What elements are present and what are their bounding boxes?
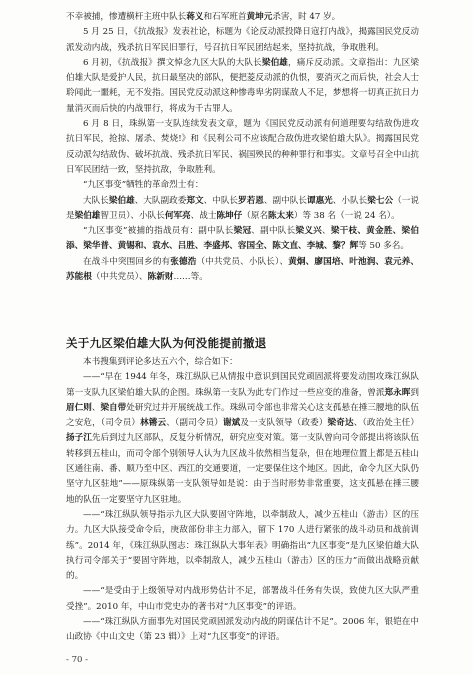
paragraph-june-early	[66, 56, 419, 117]
bold-name-list: 黄炯、廖国培、叶池润、袁元养、苏能根	[66, 256, 419, 283]
text-run: 智卫员）、小队长	[100, 210, 165, 221]
body-text-top	[66, 10, 419, 285]
body-text-bottom	[66, 355, 419, 646]
bold-name: 陈新财	[147, 272, 174, 283]
paragraph-intro	[66, 355, 419, 370]
paragraph-martyrs-list	[66, 194, 419, 225]
text-run: ，痛斥反动派。文章指出：九区梁伯雄大队是爱护人民，抗日最坚决的部队，便把菱反动派的仇恨，要消灭之而后快，社会人士聆闻此一噩耗，无不发指。国民党反动派这种惨毒卑劣阴谋敌人不足，梦想将一切真正抗日力量消灭而后快的内战罪行，将成为千古罪人。	[66, 57, 419, 114]
bold-name: 梁七公	[367, 195, 394, 206]
bold-name-list: 梁干枝、黄金胜、梁伯添、梁华普、黄锡和、袁水、吕胜、李盛邦、容国全、陈文直、李城、黎？辉	[66, 226, 419, 252]
text-run: 6 月初，《抗战报》撰文悼念九区大队的大队长	[83, 57, 262, 68]
text-run: ……等。	[173, 272, 208, 283]
bold-name: 谢斌	[222, 418, 241, 429]
text-run: 杀害，时 47 岁。	[272, 12, 341, 22]
bold-name: 陈坤仔	[216, 210, 243, 221]
bold-name: 梁奇达	[327, 418, 354, 429]
text-run: 5 月 25 日，《抗战报》发表社论，标题为《论反动派投降日寇打内战》，揭露国民党反动派发动内战，残杀抗日军民旧罪行，号召抗日军民团结起来，坚持抗战，争取胜利。	[66, 27, 419, 53]
section-heading: 关于九区梁伯雄大队为何没能提前撤退	[66, 336, 267, 350]
paragraph-may25	[66, 25, 419, 56]
text-run: 、副中队长	[263, 195, 307, 206]
bold-name: 梁伯雄	[108, 195, 135, 206]
text-run: ——“是受由于上级领导对内战形势估计不足，部署战斗任务有失误，致使九区大队严重受挫”。2010 年，中山市党史办的著书对“九区事变”的评语。	[66, 586, 419, 612]
bold-name: 梁伯雄	[261, 57, 289, 68]
bold-name: 张德浩	[170, 256, 197, 267]
text-run: 、	[322, 226, 331, 237]
text-run: 不幸被捕，惨遭横杆主班中队长	[66, 12, 187, 22]
paragraph-view-a	[66, 370, 419, 508]
paragraph-captured	[66, 224, 419, 255]
text-run: 大队长	[83, 195, 109, 206]
text-run: （一说是	[66, 195, 419, 221]
text-run: 、（副司令员）	[166, 418, 223, 429]
bold-name: 何军亮	[164, 210, 191, 221]
text-run: （中共党员、小队长）、	[196, 256, 289, 267]
text-run: ——“珠江纵队方面事先对国民党顽固派发动内战的阴谋估计不足”。2006 年，银铠在中山政协《中山文史（第 23 辑）》上对“九区事变”的评语。	[66, 617, 419, 643]
text-run: ——“珠江纵队领导指示九区大队要固守阵地，以牵制敌人，减少五桂山（游击）区的压力。九区大队接受命令后，庚敌部份非主力部入，留下 170 人进行紧张的战斗动员和战前训练”。2014 年，《珠江纵队图志：珠江纵队大事年表》明确指出“九区事变”是九区梁伯雄大队执行司令部关于“要固守阵地，以牵制敌人，减少五桂山（游击）区的压力”而做出战略贡献的。	[66, 509, 419, 582]
bold-name: 谭惠光	[306, 195, 333, 206]
text-run: 等 50 多名。	[358, 241, 409, 252]
text-run: 、副中队长	[251, 226, 296, 237]
text-run: （中共党员）、	[91, 272, 148, 283]
bold-name: 梁义兴	[295, 226, 322, 237]
text-run: 6 月 8 日，珠纵第一支队连续发表文章，题为《国民党反动派有何道理要勾结敌伪进攻抗日军民，抢掠、屠杀、焚烧!》和《民利公司不应该配合敌伪进攻梁伯雄大队》。揭露国民党反动派勾结敌伪、破坏抗战、残杀抗日军民、祸国殃民的种种罪行和事实。文章号召全中山抗日军民团结一致，坚持抗敌，争取胜利。	[66, 119, 419, 175]
text-run: “九区事变”牺牲的革命烈士有：	[83, 180, 204, 191]
bold-name: 郑文	[186, 195, 204, 206]
text-run: 、	[91, 402, 101, 413]
paragraph-view-d	[66, 615, 419, 646]
bold-name: 梁冠	[233, 226, 252, 237]
bold-name: 林锵云	[140, 418, 167, 429]
bold-name: 扬子江	[66, 433, 92, 444]
text-run: “九区事变”被捕的指战员有：副中队长	[83, 226, 234, 237]
bold-name: 陈太来	[268, 210, 294, 221]
text-run: 、小队长	[332, 195, 368, 206]
bold-name: 罗若恩	[238, 195, 264, 206]
bold-name: 梁自带	[100, 402, 127, 413]
paragraph-martyrs-intro	[66, 178, 419, 193]
text-run: 、中队长	[203, 195, 239, 206]
text-run: 到	[410, 387, 419, 398]
paragraph-escaped	[66, 255, 419, 286]
text-run: 及一支队领导（政委）	[240, 418, 328, 429]
paragraph-view-c	[66, 584, 419, 615]
paragraph-view-b	[66, 508, 419, 584]
text-run: 处研究过并开展统战工作。珠纵司令部也非常关心这支孤悬在捶三腰地的队伍之安危，（司令员）	[66, 402, 419, 429]
bold-name: 黄坤元	[246, 12, 273, 22]
text-run: ）等 38 名（一说 24 名）。	[293, 210, 400, 221]
bold-name: 蒋义	[186, 12, 204, 22]
text-run: 和石军班首	[203, 12, 247, 22]
page-number: - 70 -	[66, 655, 88, 665]
text-run: 先后到过九区部队，反复分析情况，研究应变对策。第一支队曾向司令部提出将该队伍转移到五桂山，而司令部个别领导人认为九区战斗依然相当复杂，但在地理位置上都是五桂山区通往南、番、顺乃至中区、西江的交通要道，一定要保住这个地区。因此，命令九区大队仍坚守九区驻地”——原珠纵第一支队领导如是说：由于当时形势非常重要，这支孤悬在捶三腰地的队伍一定要坚守九区驻地。	[66, 433, 419, 505]
bold-name: 梁伯雄	[74, 210, 101, 221]
text-run: 、战士	[190, 210, 217, 221]
paragraph-continuation	[66, 10, 419, 25]
text-run: 、（政治处主任）	[353, 418, 419, 429]
paragraph-june8	[66, 117, 419, 178]
text-run: 本书搜集到评论多达五六个，综合如下：	[83, 357, 238, 367]
text-run: 、大队副政委	[134, 195, 187, 206]
text-run: 在战斗中突围回乡的有	[83, 256, 171, 267]
bold-name: 眉仁则	[66, 402, 92, 413]
text-run: （原名	[242, 210, 269, 221]
text-run: ——“早在 1944 年冬，珠江纵队已从情报中意识到国民党顽固派将要发动围攻珠江纵队第一支队九区梁伯雄大队的企图。珠纵第一支队为此专门作过一些应变的准备，曾派	[66, 372, 419, 398]
bold-name: 郑永晖	[384, 387, 411, 398]
